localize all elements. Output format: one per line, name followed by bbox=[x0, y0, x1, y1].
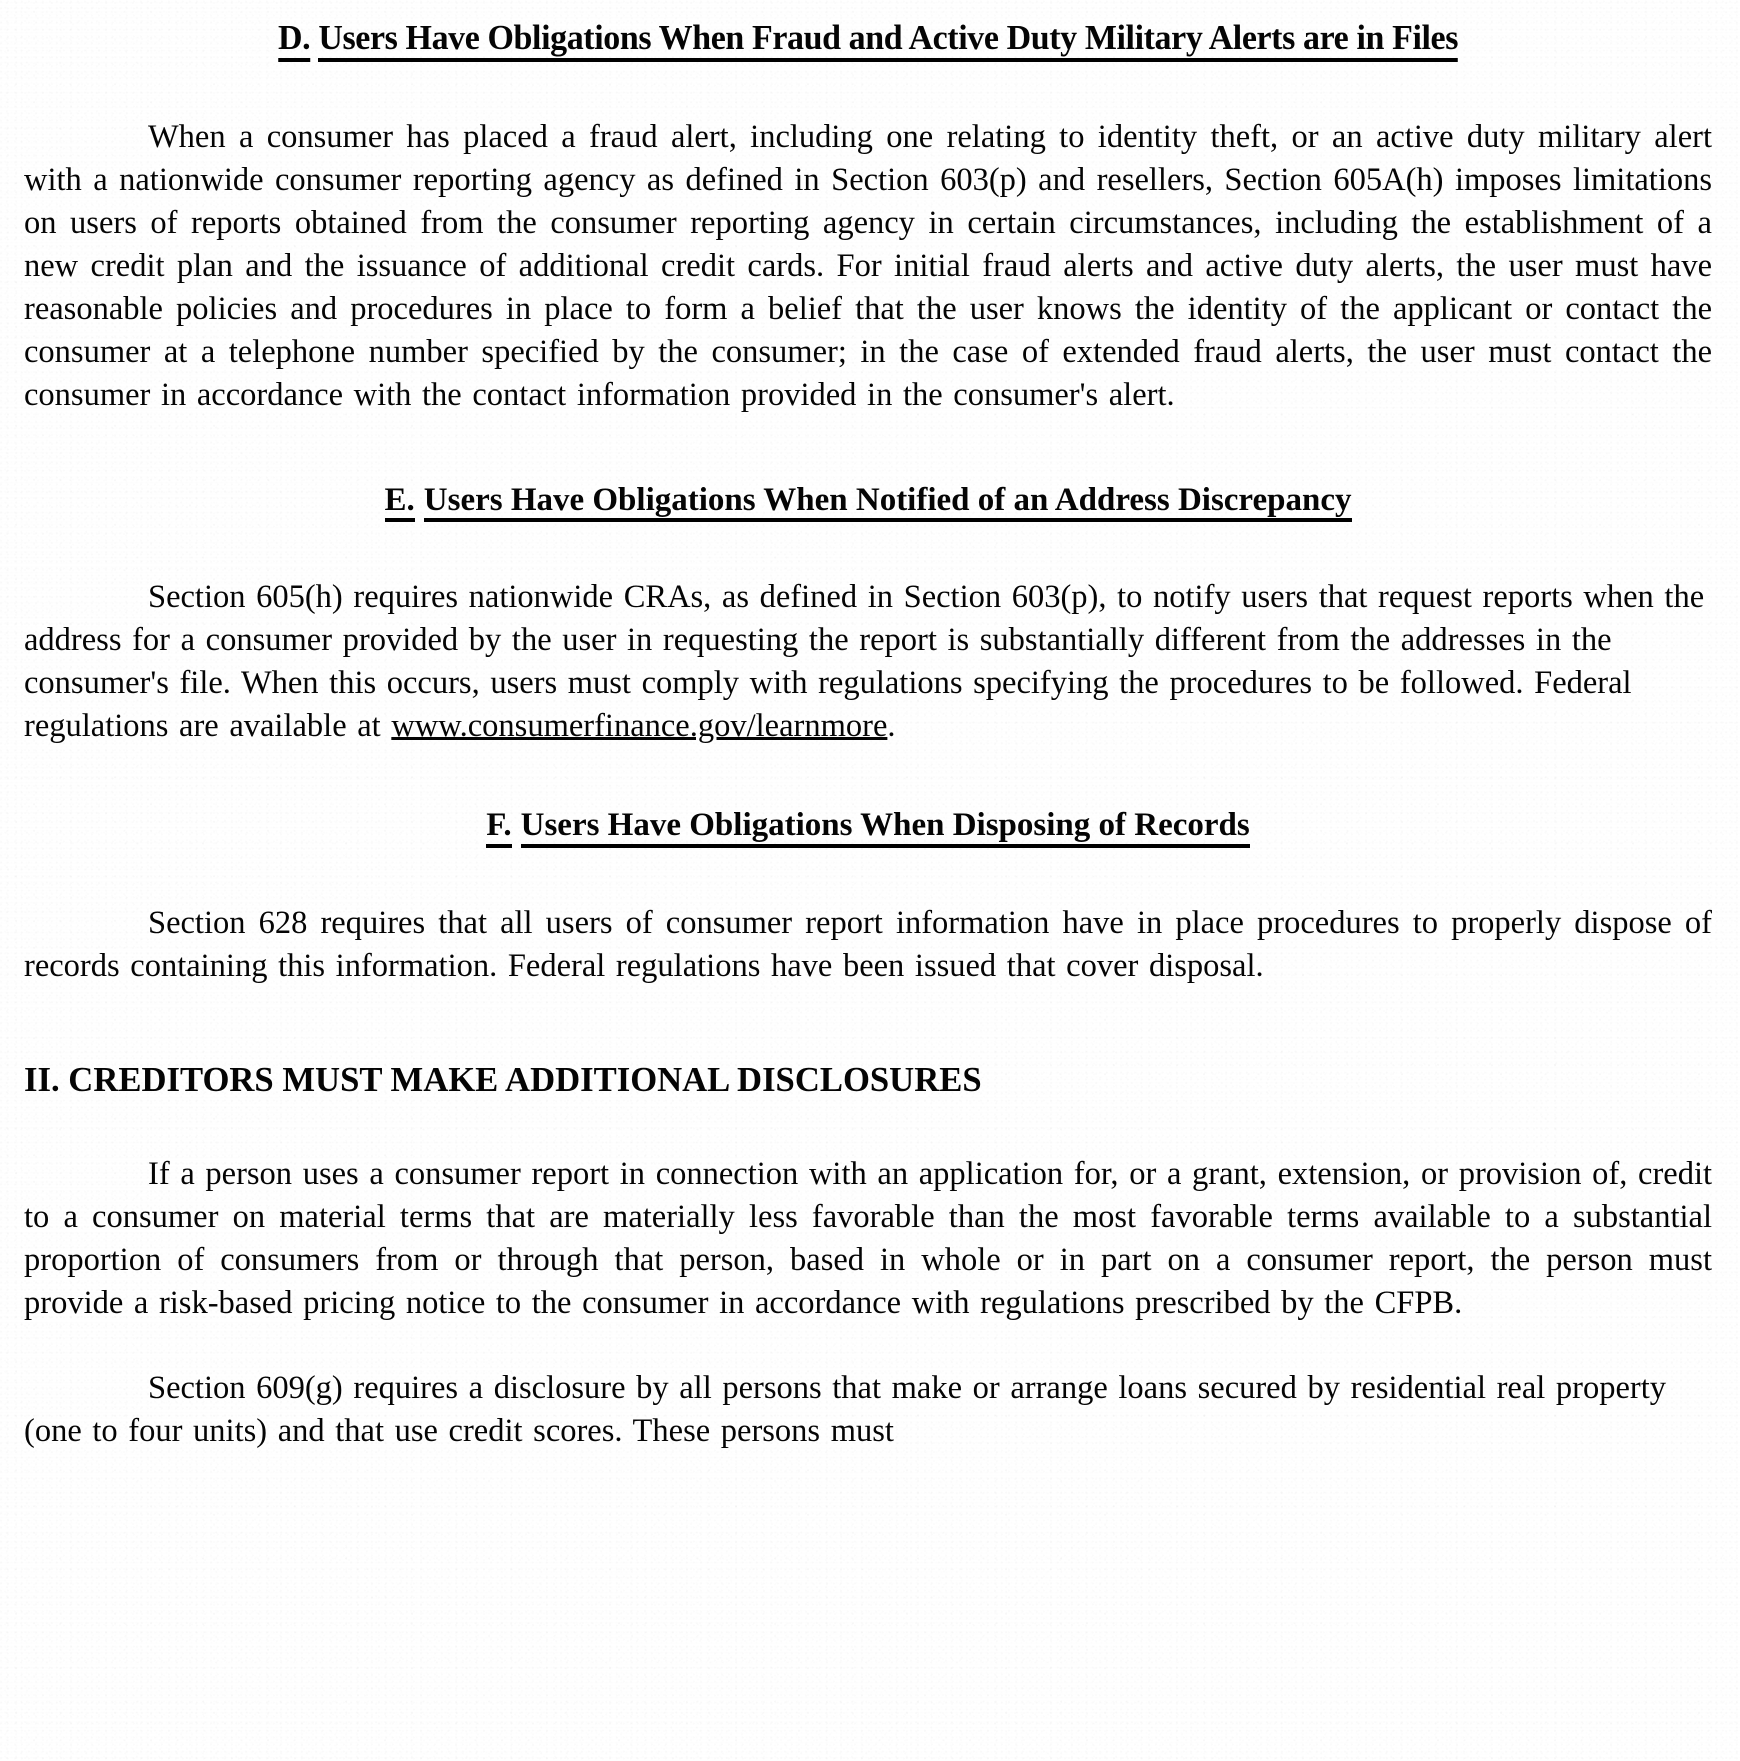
section-e-paragraph-tail: . bbox=[887, 708, 896, 745]
section-d-paragraph: When a consumer has placed a fraud alert, including one relating to identity theft, or an active duty military alert with a nationwide consumer reporting agency as defined in Section 603(p) and resellers, Section 605A(h) imposes limitations on users of reports obtained from the consumer reporting agency in certain circumstances, including the establishment of a new credit plan and the issuance of additional credit cards. For initial fraud alerts and active duty alerts, the user must have reasonable policies and procedures in place to form a belief that the user knows the identity of the applicant or contact the consumer at a telephone number specified by the consumer; in the case of extended fraud alerts, the user must contact the consumer in accordance with the contact information provided in the consumer's alert. bbox=[24, 118, 1712, 413]
top-spacer bbox=[24, 0, 1712, 20]
section-e-letter: E. bbox=[385, 483, 415, 523]
section-f-heading-text: Users Have Obligations When Disposing of Records bbox=[521, 808, 1250, 848]
spacer-after-e-heading bbox=[24, 522, 1712, 576]
spacer-after-section-ii-heading bbox=[24, 1099, 1712, 1153]
section-d-letter: D. bbox=[278, 20, 310, 62]
spacer-before-f-heading bbox=[24, 748, 1712, 808]
section-d-heading bbox=[49, 20, 1686, 62]
spacer-between-ii-paragraphs bbox=[24, 1325, 1712, 1367]
section-f-paragraph: Section 628 requires that all users of consumer report information have in place procedures to properly dispose of records containing this information. Federal regulations have been issued that cover disposal. bbox=[24, 905, 1712, 985]
section-e-paragraph bbox=[24, 576, 1712, 748]
spacer-after-d-heading bbox=[24, 62, 1712, 116]
consumerfinance-learnmore-link[interactable]: www.consumerfinance.gov/learnmore bbox=[391, 708, 888, 745]
spacer-after-f-heading bbox=[24, 848, 1712, 902]
section-ii-heading: II. CREDITORS MUST MAKE ADDITIONAL DISCLOSURES bbox=[24, 1060, 982, 1100]
spacer-before-e-heading bbox=[24, 417, 1712, 483]
section-d-heading-text: Users Have Obligations When Fraud and Active Duty Military Alerts are in Files bbox=[318, 20, 1458, 62]
section-f-letter: F. bbox=[486, 808, 511, 848]
section-e-heading bbox=[24, 483, 1712, 523]
section-f-heading bbox=[24, 808, 1712, 848]
section-e-heading-text: Users Have Obligations When Notified of an Address Discrepancy bbox=[424, 483, 1352, 523]
section-e-paragraph-lead: Section 605(h) requires nationwide CRAs, as defined in Section 603(p), to notify users that request reports when the address for a consumer provided by the user in requesting the report is substantially different from the addresses in the consumer's file. When this occurs, users must comply with regulations specifying the procedures to be followed. Federal regulations are available at bbox=[24, 579, 1705, 745]
section-ii-paragraph-1: If a person uses a consumer report in connection with an application for, or a grant, extension, or provision of, credit to a consumer on material terms that are materially less favorable than the most favorable terms available to a substantial proportion of consumers from or through that person, based in whole or in part on a consumer report, the person must provide a risk-based pricing notice to the consumer in accordance with regulations prescribed by the CFPB. bbox=[24, 1155, 1712, 1321]
section-ii-paragraph-2: Section 609(g) requires a disclosure by all persons that make or arrange loans secured by residential real property (one to four units) and that use credit scores. These persons must bbox=[24, 1369, 1667, 1449]
spacer-before-section-ii bbox=[24, 988, 1712, 1062]
